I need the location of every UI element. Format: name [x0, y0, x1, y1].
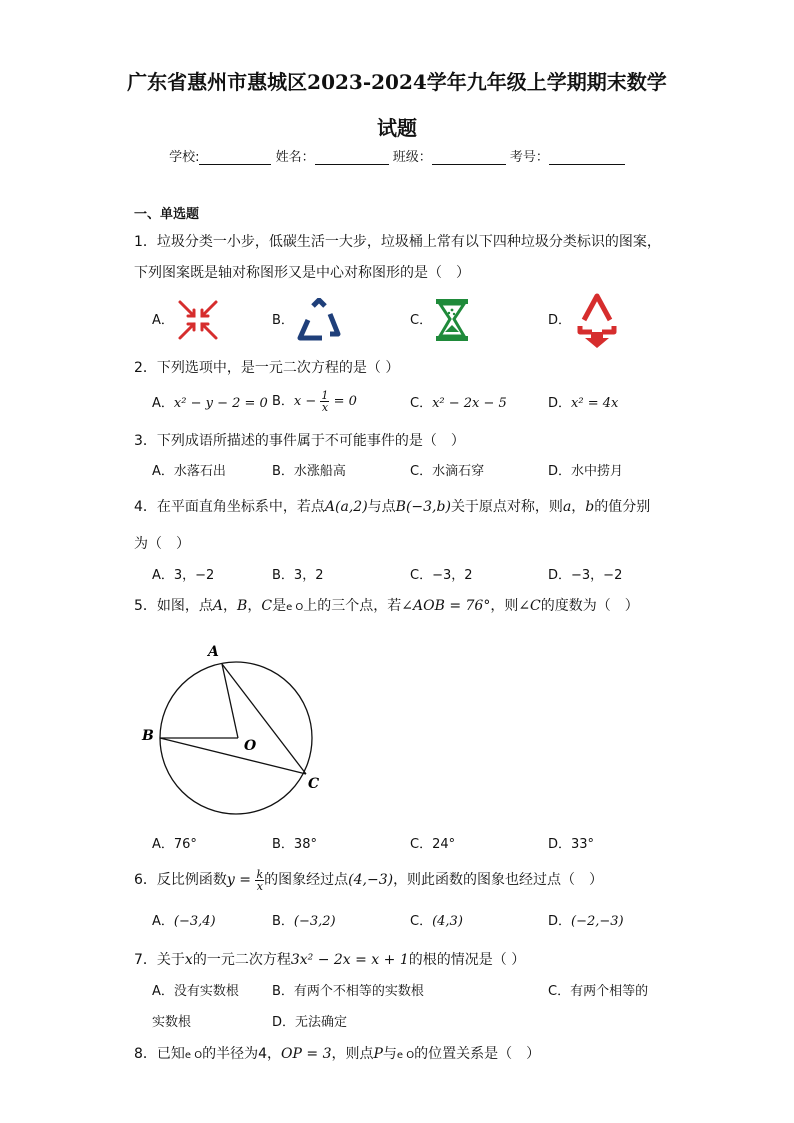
q5-angle-c: ∠C: [518, 598, 541, 614]
label-c: C: [308, 776, 320, 792]
exam-title-line2: 试题: [377, 116, 417, 140]
label-b: B: [142, 728, 154, 744]
q6-y-equals: y =: [226, 872, 252, 888]
q5-point-a: A: [212, 598, 224, 614]
circle-diagram: [136, 636, 336, 816]
school-label: 学校:: [169, 150, 200, 165]
q7-stem: [134, 951, 525, 969]
q4-text-c: 关于原点对称，则: [450, 499, 563, 515]
q8-text-a: 8．已知: [134, 1046, 185, 1062]
q2-option-c: [410, 395, 507, 413]
q5-angle-aob: ∠AOB = 76°: [401, 598, 491, 614]
q5-option-c: C．24°: [410, 837, 456, 852]
q4-text-a: 4．在平面直角坐标系中，若点: [134, 499, 325, 515]
q8-stem: [134, 1045, 540, 1065]
name-blank: [315, 150, 389, 165]
q5-sep1: ，: [223, 598, 238, 614]
q5-option-d: D．33°: [548, 837, 595, 852]
q5-point-c: C: [261, 598, 273, 614]
q1-line2: 下列图案既是轴对称图形又是中心对称图形的是（ ）: [134, 265, 470, 281]
q8-text-b: 的半径为4，: [202, 1046, 282, 1062]
exam-number-blank: [549, 150, 625, 165]
q4-text-b: 与点: [367, 499, 396, 515]
q6-option-b: [272, 913, 336, 931]
q5-text-b: 是: [272, 598, 287, 614]
q1-line1: 1．垃圾分类一小步，低碳生活一大步，垃圾桶上常有以下四种垃圾分类标识的图案，: [134, 234, 661, 250]
q6-fraction: [255, 869, 264, 892]
recycle-arrows-x-icon: [176, 298, 220, 342]
q8-circle-symbol-2: e O: [396, 1050, 415, 1061]
label-a: A: [208, 644, 219, 660]
q4-option-d: D．−3，−2: [548, 568, 623, 583]
q1-option-b-label: B．: [272, 313, 294, 328]
q6-option-d-label: D．: [548, 914, 572, 929]
q5-sep2: ，: [247, 598, 262, 614]
class-label: 班级：: [392, 150, 432, 165]
q6-option-b-label: B．: [272, 914, 294, 929]
q7-option-c-continued: 实数根: [152, 1015, 192, 1030]
q5-point-b: B: [237, 598, 248, 614]
q8-text-c: ，则点: [331, 1046, 374, 1062]
q6-text-c: ，则此函数的图象也经过点（ ）: [393, 872, 604, 888]
q7-equation: 3x² − 2x = x + 1: [290, 952, 409, 968]
q2-option-a: [152, 395, 268, 413]
q6-text-b: 的图象经过点: [264, 872, 349, 888]
q8-point-p: P: [373, 1046, 383, 1062]
q4-text-d: 的值分别: [594, 499, 651, 515]
q3-option-d: D．水中捞月: [548, 464, 624, 479]
q5-text-c: 上的三个点，若: [303, 598, 402, 614]
q1-option-d-label: D．: [548, 313, 572, 328]
q7-option-d: D．无法确定: [272, 1015, 348, 1030]
q1-option-a-label: A．: [152, 313, 174, 328]
q2-option-d-expr: x² = 4x: [571, 396, 619, 411]
q7-option-a: A．没有实数根: [152, 984, 239, 999]
q2-option-b-denominator: x: [321, 401, 329, 414]
q7-text-c: 的根的情况是（ ）: [408, 952, 526, 968]
q5-option-a: A．76°: [152, 837, 197, 852]
q6-point: (4,−3): [348, 872, 394, 888]
q6-option-d: [548, 913, 624, 931]
q4-option-a: A．3，−2: [152, 568, 215, 583]
q4-comma: ，: [571, 499, 586, 515]
q2-option-b-fraction: [320, 390, 329, 413]
q2-option-b-numerator: 1: [321, 389, 329, 402]
q4-point-a: A(a,2): [324, 499, 368, 515]
q4-var-b: b: [585, 499, 595, 515]
q6-option-c-label: C．: [410, 914, 433, 929]
label-o: O: [244, 738, 257, 754]
q6-stem: [134, 866, 603, 894]
q5-text-a: 5．如图，点: [134, 598, 213, 614]
q4-line1: [134, 498, 650, 516]
q7-var-x: x: [184, 952, 193, 968]
exam-number-label: 考号：: [509, 150, 549, 165]
q8-op: OP = 3: [281, 1046, 332, 1062]
q5-text-d: ，则: [490, 598, 519, 614]
q4-line2: 为（ ）: [134, 536, 190, 552]
section-heading: 一、单选题: [134, 207, 200, 222]
recycle-arrow-down-icon: [576, 292, 618, 350]
q7-option-c: C．有两个相等的: [548, 984, 649, 999]
q7-text-b: 的一元二次方程: [192, 952, 291, 968]
q2-option-c-expr: x² − 2x − 5: [432, 396, 507, 411]
q6-option-a: [152, 913, 216, 931]
recycle-triangle-icon: [296, 298, 342, 342]
q6-text-a: 6．反比例函数: [134, 872, 227, 888]
name-label: 姓名：: [275, 150, 315, 165]
q5-stem: [134, 597, 639, 617]
q2-option-d: [548, 395, 618, 413]
hourglass-icon: [434, 298, 470, 342]
q6-numerator: k: [256, 867, 264, 881]
q2-option-a-label: A．: [152, 396, 174, 411]
q8-text-d: 与: [382, 1046, 397, 1062]
q5-option-b: B．38°: [272, 837, 317, 852]
q2-option-d-label: D．: [548, 396, 572, 411]
q2-option-a-expr: x² − y − 2 = 0: [173, 396, 268, 411]
q6-option-d-value: (−2,−3): [571, 914, 624, 929]
segment-bc: [160, 738, 306, 774]
q2-option-c-label: C．: [410, 396, 433, 411]
q3-option-a: A．水落石出: [152, 464, 226, 479]
q6-option-c-value: (4,3): [432, 914, 463, 929]
student-info-row: [0, 146, 794, 165]
segment-ac: [222, 664, 306, 774]
q1-option-c-label: C．: [410, 313, 433, 328]
q4-var-a: a: [562, 499, 572, 515]
q6-option-b-value: (−3,2): [293, 914, 336, 929]
q4-option-c: C．−3，2: [410, 568, 473, 583]
q2-option-b: [272, 390, 357, 413]
q2-option-b-pre: x −: [293, 394, 317, 409]
q4-option-b: B．3，2: [272, 568, 324, 583]
q4-point-b: B(−3,b): [395, 499, 451, 515]
q6-option-a-value: (−3,4): [173, 914, 216, 929]
q6-option-c: [410, 913, 463, 931]
q6-denominator: x: [256, 879, 263, 893]
q3-stem: 3．下列成语所描述的事件属于不可能事件的是（ ）: [134, 433, 465, 449]
q6-option-a-label: A．: [152, 914, 174, 929]
q8-circle-symbol: e O: [184, 1050, 203, 1061]
q7-option-b: B．有两个不相等的实数根: [272, 984, 424, 999]
q7-text-a: 7．关于: [134, 952, 185, 968]
q3-option-c: C．水滴石穿: [410, 464, 485, 479]
q2-option-b-label: B．: [272, 394, 294, 409]
q2-option-b-post: = 0: [333, 394, 357, 409]
q8-text-e: 的位置关系是（ ）: [414, 1046, 541, 1062]
q5-text-e: 的度数为（ ）: [540, 598, 639, 614]
class-blank: [432, 150, 506, 165]
q5-circle-symbol: e O: [286, 602, 304, 613]
exam-title-line1: 广东省惠州市惠城区2023-2024学年九年级上学期期末数学: [127, 70, 667, 94]
q3-option-b: B．水涨船高: [272, 464, 346, 479]
q2-stem: 2．下列选项中，是一元二次方程的是（ ）: [134, 360, 400, 376]
school-blank: [199, 150, 271, 165]
